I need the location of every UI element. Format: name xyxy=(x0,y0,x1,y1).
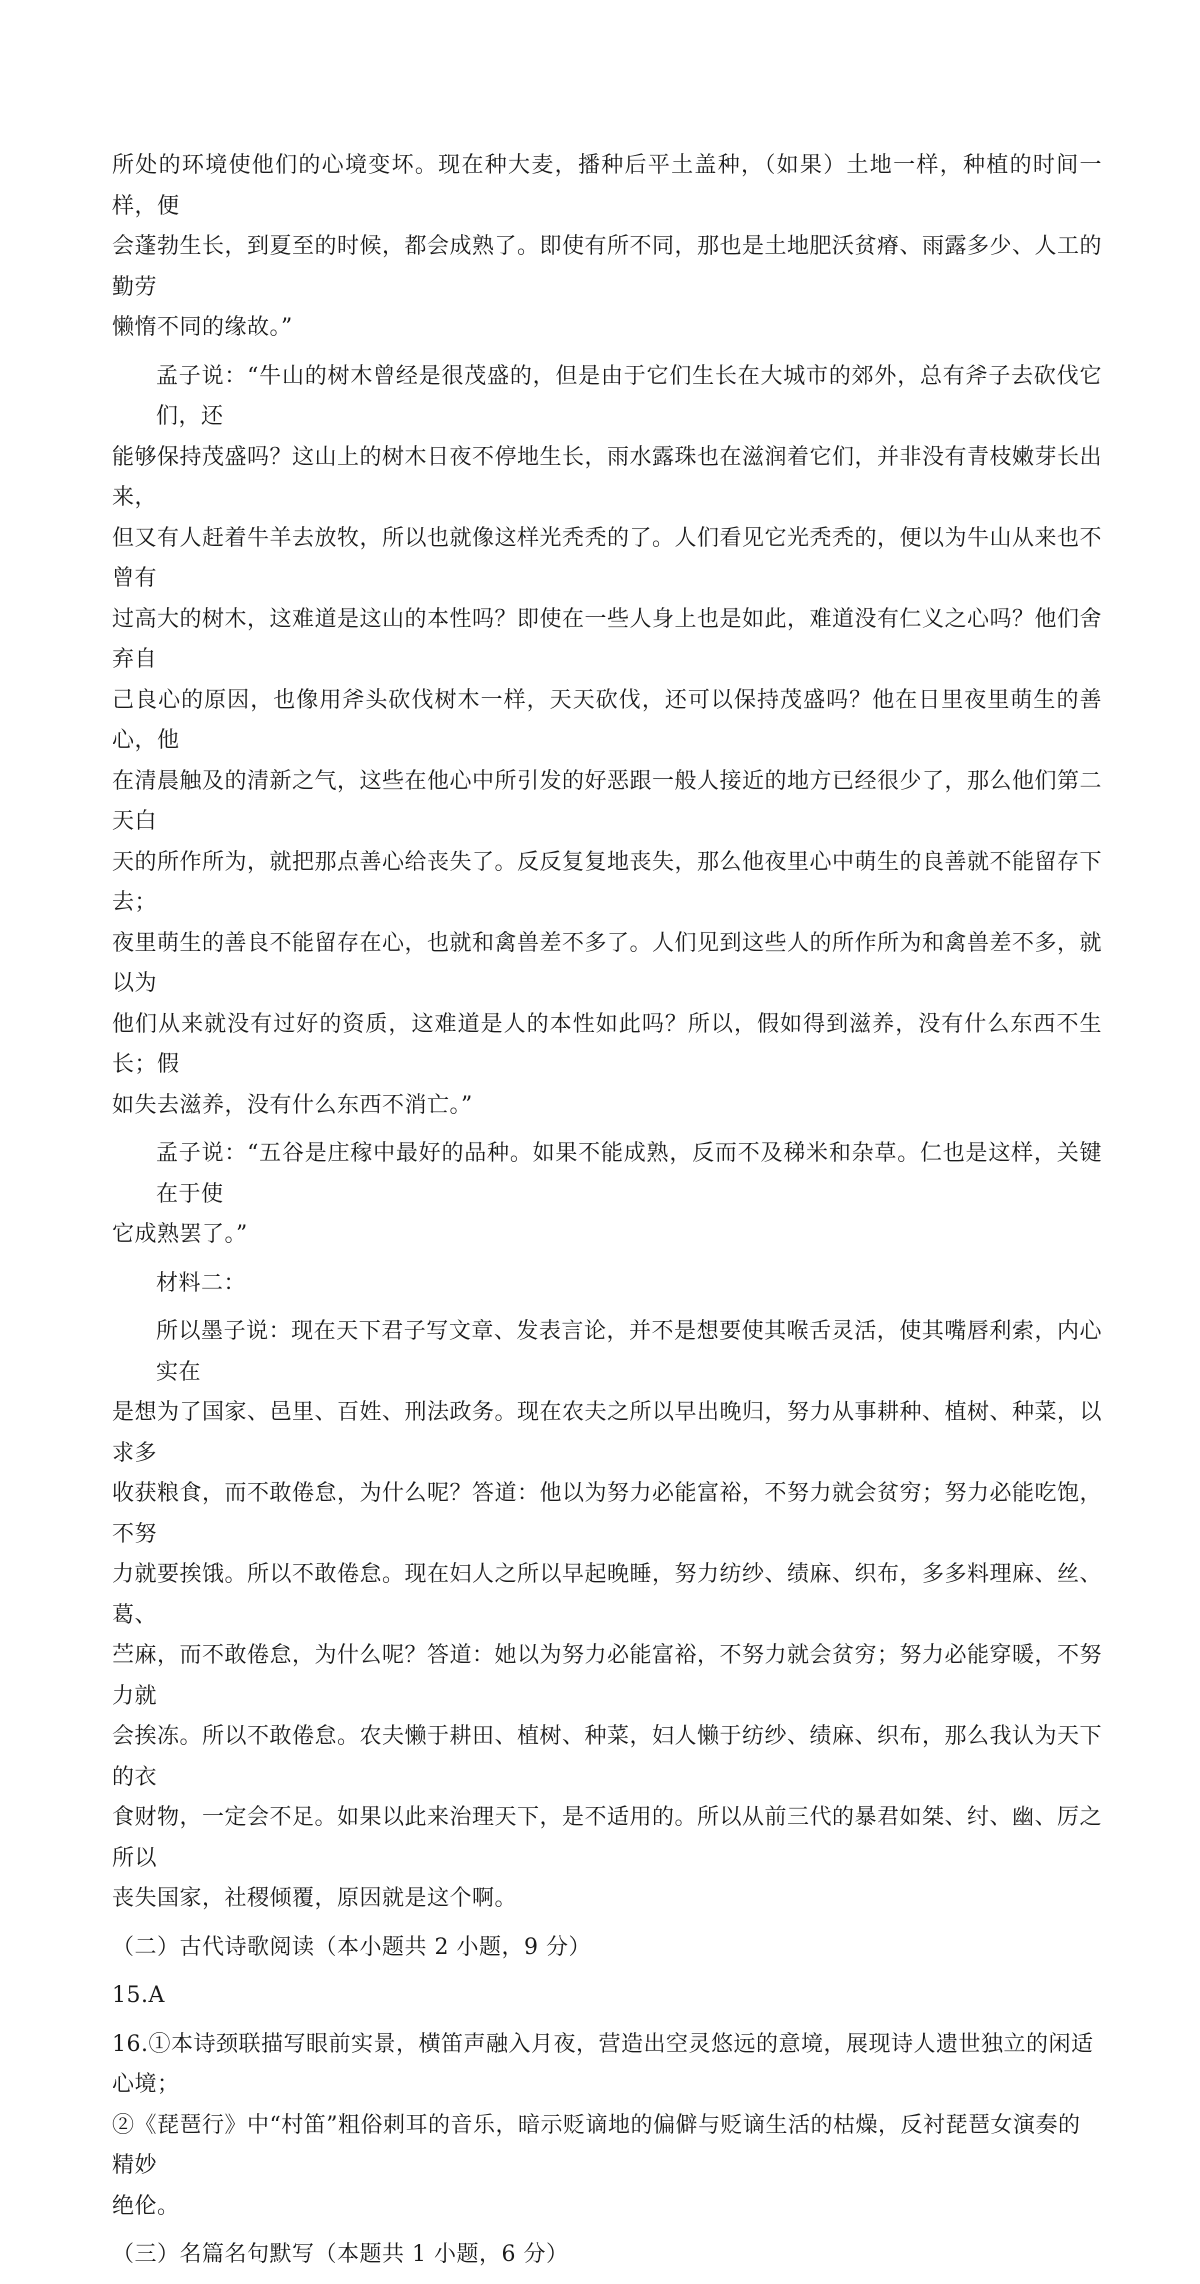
text-line: 力就要挨饿。所以不敢倦怠。现在妇人之所以早起晚睡，努力纺纱、绩麻、织布，多多料理麻、丝、葛、 xyxy=(112,1562,1103,1628)
text-line: 所以墨子说：现在天下君子写文章、发表言论，并不是想要使其喉舌灵活，使其嘴唇利索，内心实在 xyxy=(156,1319,1102,1385)
text-line: 收获粮食，而不敢倦怠，为什么呢？答道：他以为努力必能富裕，不努力就会贫穷；努力必能吃饱，不努 xyxy=(112,1481,1103,1547)
text-line: 材料二： xyxy=(156,1270,247,1296)
text-line: 绝伦。 xyxy=(112,2193,180,2219)
material-two-label xyxy=(112,1264,1102,1305)
text-line: 过高大的树木，这难道是这山的本性吗？即使在一些人身上也是如此，难道没有仁义之心吗？他们舍弃自 xyxy=(112,606,1103,672)
text-line: 食财物，一定会不足。如果以此来治理天下，是不适用的。所以从前三代的暴君如桀、纣、幽、厉之所以 xyxy=(112,1805,1103,1871)
text-line: 天的所作所为，就把那点善心给丧失了。反反复复地丧失，那么他夜里心中萌生的良善就不能留存下去； xyxy=(112,849,1103,915)
text-line: ②《琵琶行》中“村笛”粗俗刺耳的音乐，暗示贬谪地的偏僻与贬谪生活的枯燥，反衬琵琶女演奏的精妙 xyxy=(112,2112,1081,2178)
text-line: 所处的环境使他们的心境变坏。现在种大麦，播种后平土盖种，（如果）土地一样，种植的时间一样，便 xyxy=(112,153,1102,219)
paragraph-continuation xyxy=(112,146,1102,349)
answer-q15: 15.A xyxy=(112,1983,165,2008)
answer-q16 xyxy=(112,2025,1102,2228)
text-line: 夜里萌生的善良不能留存在心，也就和禽兽差不多了。人们见到这些人的所作所为和禽兽差不多，就以为 xyxy=(112,930,1103,996)
section-heading-poetry: （二）古代诗歌阅读（本小题共 2 小题，9 分） xyxy=(112,1934,591,1960)
text-line: 孟子说：“五谷是庄稼中最好的品种。如果不能成熟，反而不及稊米和杂草。仁也是这样，关键在于使 xyxy=(156,1141,1102,1207)
text-line: 会挨冻。所以不敢倦怠。农夫懒于耕田、植树、种菜，妇人懒于纺纱、绩麻、织布，那么我认为天下的衣 xyxy=(112,1724,1103,1790)
paragraph-mencius-niushan xyxy=(112,357,1102,1127)
section-heading-dictation: （三）名篇名句默写（本题共 1 小题，6 分） xyxy=(112,2242,569,2267)
text-line: 16.①本诗颈联描写眼前实景，横笛声融入月夜，营造出空灵悠远的意境，展现诗人遗世独立的闲适心境； xyxy=(112,2031,1094,2097)
text-line: 如失去滋养，没有什么东西不消亡。” xyxy=(112,1092,473,1118)
text-line: 他们从来就没有过好的资质，这难道是人的本性如此吗？所以，假如得到滋养，没有什么东西不生长；假 xyxy=(112,1011,1102,1077)
text-line: 己良心的原因，也像用斧头砍伐树木一样，天天砍伐，还可以保持茂盛吗？他在日里夜里萌生的善心，他 xyxy=(112,687,1102,753)
text-line: 苎麻，而不敢倦怠，为什么呢？答道：她以为努力必能富裕，不努力就会贫穷；努力必能穿暖，不努力就 xyxy=(112,1643,1103,1709)
text-line: 会蓬勃生长，到夏至的时候，都会成熟了。即使有所不同，那也是土地肥沃贫瘠、雨露多少、人工的勤劳 xyxy=(112,234,1103,300)
text-line: 但又有人赶着牛羊去放牧，所以也就像这样光秃秃的了。人们看见它光秃秃的，便以为牛山从来也不曾有 xyxy=(112,525,1103,591)
document-page xyxy=(112,146,1102,2284)
text-line: 能够保持茂盛吗？这山上的树木日夜不停地生长，雨水露珠也在滋润着它们，并非没有青枝嫩芽长出来， xyxy=(112,444,1103,510)
text-line: 懒惰不同的缘故。” xyxy=(112,315,293,340)
text-line: 它成熟罢了。” xyxy=(112,1222,248,1247)
text-line: 丧失国家，社稷倾覆，原因就是这个啊。 xyxy=(112,1886,518,1911)
text-line: 孟子说：“牛山的树木曾经是很茂盛的，但是由于它们生长在大城市的郊外，总有斧子去砍伐它们，还 xyxy=(156,363,1102,429)
paragraph-mozi xyxy=(112,1312,1102,1920)
text-line: 是想为了国家、邑里、百姓、刑法政务。现在农夫之所以早出晚归，努力从事耕种、植树、种菜，以求多 xyxy=(112,1400,1103,1466)
paragraph-mencius-wugu xyxy=(112,1134,1102,1256)
text-line: 在清晨触及的清新之气，这些在他心中所引发的好恶跟一般人接近的地方已经很少了，那么他们第二天白 xyxy=(112,768,1103,834)
